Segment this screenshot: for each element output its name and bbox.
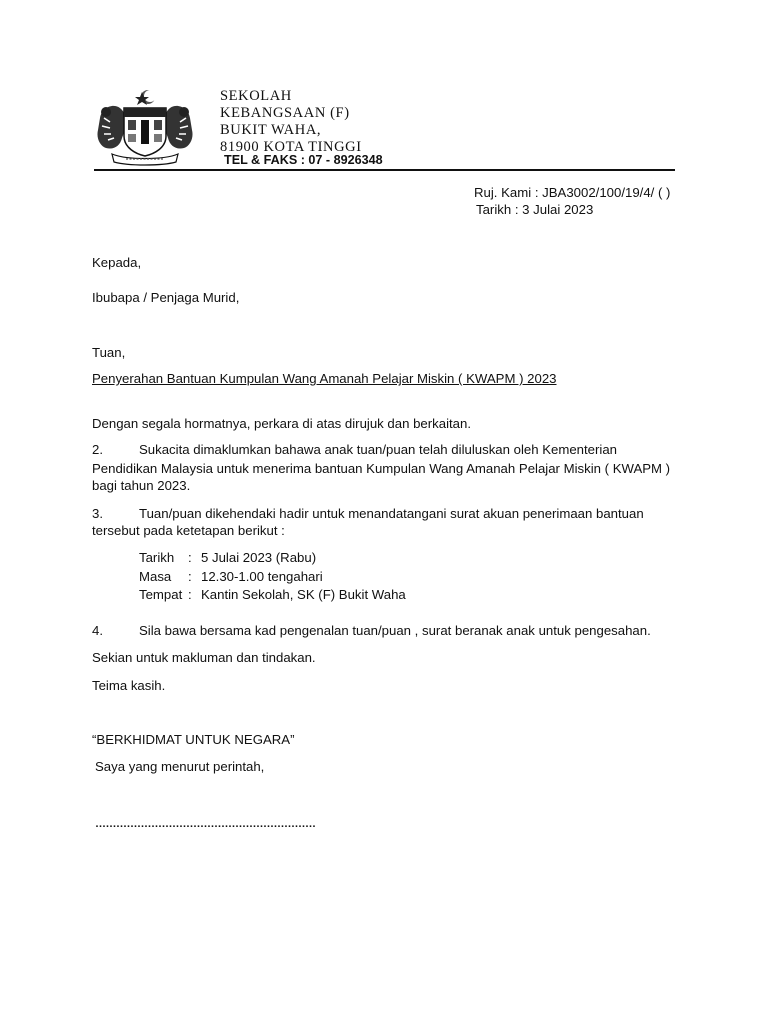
school-name [220,88,370,153]
recipient-name: Ibubapa / Penjaga Murid, [92,290,240,305]
paragraph-3-line: tersebut pada ketetapan berikut : [92,523,285,538]
school-address-line: BUKIT WAHA, [220,122,322,138]
detail-row-tarikh [139,549,439,568]
details-list [139,549,439,609]
detail-separator: : [188,550,192,565]
paragraph-text: Tuan/puan dikehendaki hadir untuk menandatangani surat akuan penerimaan bantuan [139,506,644,521]
paragraph-text: Sukacita dimaklumkan bahawa anak tuan/puan telah diluluskan oleh Kementerian [139,442,617,457]
reference-number: Ruj. Kami : JBA3002/100/19/4/ ( ) [474,185,671,200]
letterhead-divider [94,169,675,171]
detail-value: 12.30-1.00 tengahari [201,569,323,584]
paragraph-2-line: bagi tahun 2023. [92,478,191,493]
malaysia-coat-of-arms-icon [92,88,198,168]
signature-line: ……………………………………………………… [95,818,316,830]
opening-paragraph: Dengan segala hormatnya, perkara di atas dirujuk dan berkaitan. [92,416,472,431]
detail-row-masa [139,568,439,587]
paragraph-number: 3. [92,506,103,521]
letter-date: Tarikh : 3 Julai 2023 [476,202,594,217]
salutation: Tuan, [92,345,126,360]
sign-off-line: Saya yang menurut perintah, [95,759,265,774]
paragraph-2-line: Pendidikan Malaysia untuk menerima bantuan Kumpulan Wang Amanah Pelajar Miskin ( KWAPM ) [92,461,671,476]
recipient-label: Kepada, [92,255,142,270]
motto: “BERKHIDMAT UNTUK NEGARA” [92,732,295,747]
detail-key: Tarikh [139,550,175,565]
detail-separator: : [188,587,192,602]
detail-value: Kantin Sekolah, SK (F) Bukit Waha [201,587,406,602]
subject-line: Penyerahan Bantuan Kumpulan Wang Amanah Pelajar Miskin ( KWAPM ) 2023 [92,371,557,386]
paragraph-3 [92,505,644,523]
detail-row-tempat [139,586,439,605]
detail-key: Tempat [139,587,183,602]
school-name-line: KEBANGSAAN (F) [220,105,350,121]
thanks-line: Teima kasih. [92,678,166,693]
closing-line: Sekian untuk makluman dan tindakan. [92,650,316,665]
paragraph-number: 2. [92,442,103,457]
paragraph-text: Sila bawa bersama kad pengenalan tuan/puan , surat beranak anak untuk pengesahan. [139,623,651,638]
detail-key: Masa [139,569,172,584]
paragraph-number: 4. [92,623,103,638]
detail-value: 5 Julai 2023 (Rabu) [201,550,317,565]
paragraph-4 [92,622,651,640]
school-postcode-line: 81900 KOTA TINGGI [220,139,362,153]
tel-fax: TEL & FAKS : 07 - 8926348 [224,153,383,167]
school-name-line: SEKOLAH [220,88,292,104]
paragraph-2 [92,441,617,459]
detail-separator: : [188,569,192,584]
